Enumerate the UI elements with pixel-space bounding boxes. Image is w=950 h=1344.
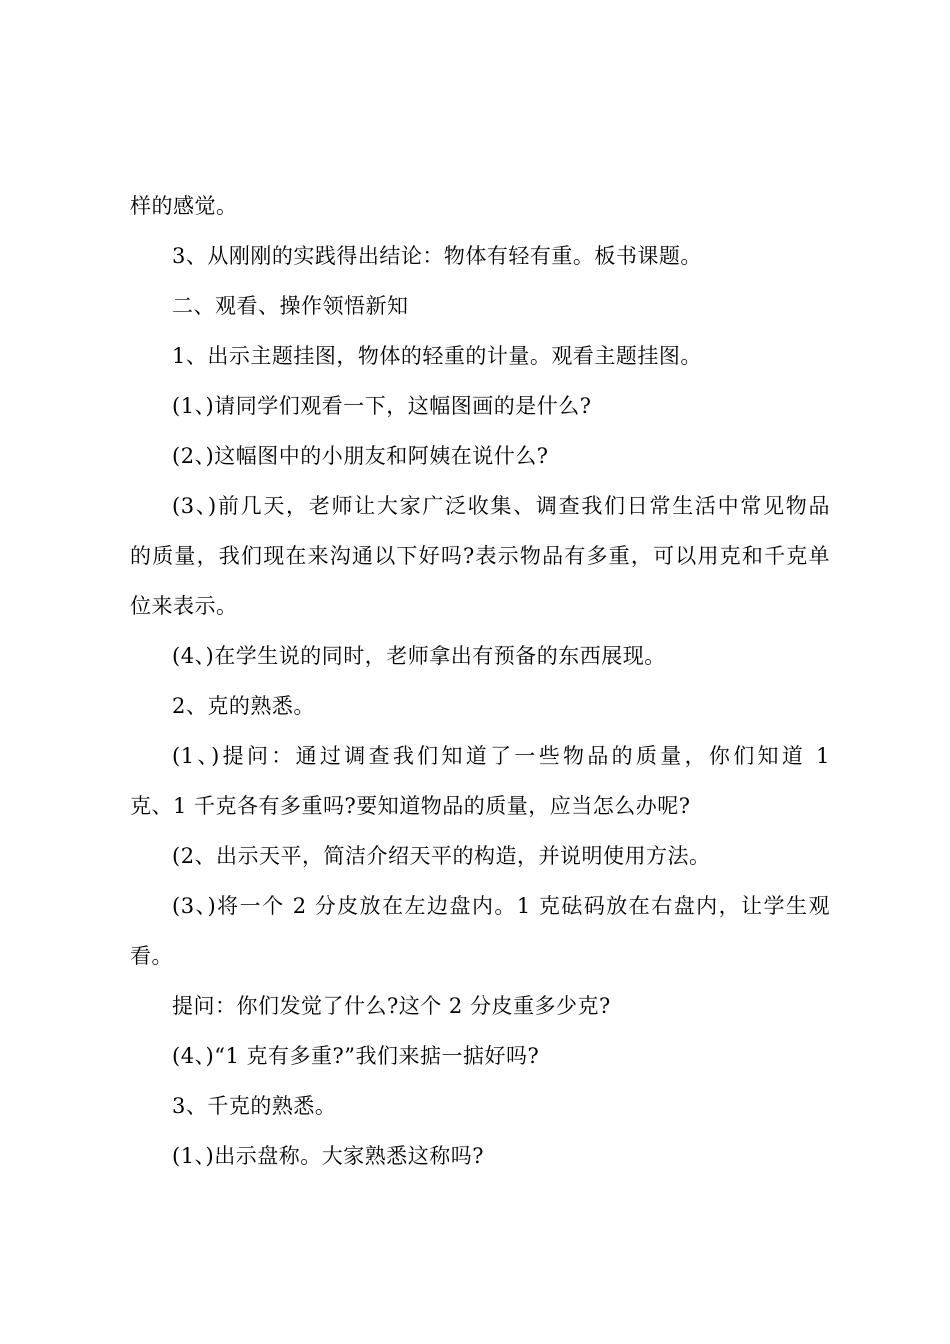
text-line: 提问：你们发觉了什么?这个 2 分皮重多少克? [172,994,611,1018]
text-line: 3、千克的熟悉。 [172,1094,337,1118]
text-line: (3、)将一个 2 分皮放在左边盘内。1 克砝码放在右盘内，让学生观 [172,894,830,918]
text-line: 看。 [130,944,173,968]
text-line: 克、1 千克各有多重吗?要知道物品的质量，应当怎么办呢? [130,794,691,818]
text-line: 样的感觉。 [130,194,238,218]
section-heading: 二、观看、操作领悟新知 [172,294,409,318]
text-line: 的质量，我们现在来沟通以下好吗?表示物品有多重，可以用克和千克单 [130,544,830,568]
text-line: (4、)在学生说的同时，老师拿出有预备的东西展现。 [172,644,666,668]
text-line: (1、)提问：通过调查我们知道了一些物品的质量，你们知道 1 [172,744,830,768]
text-line: 位来表示。 [130,594,238,618]
text-line: 2、克的熟悉。 [172,694,315,718]
text-line: (4、)“1 克有多重?”我们来掂一掂好吗? [172,1044,540,1068]
text-line: 1、出示主题挂图，物体的轻重的计量。观看主题挂图。 [172,344,702,368]
text-line: (1、)出示盘称。大家熟悉这称吗? [172,1144,485,1168]
text-line: 3、从刚刚的实践得出结论：物体有轻有重。板书课题。 [172,244,702,268]
text-line: (1、)请同学们观看一下，这幅图画的是什么? [172,394,592,418]
text-line: (3、)前几天，老师让大家广泛收集、调查我们日常生活中常见物品 [172,494,830,518]
text-line: (2、出示天平，简洁介绍天平的构造，并说明使用方法。 [172,844,711,868]
text-line: (2、)这幅图中的小朋友和阿姨在说什么? [172,444,549,468]
